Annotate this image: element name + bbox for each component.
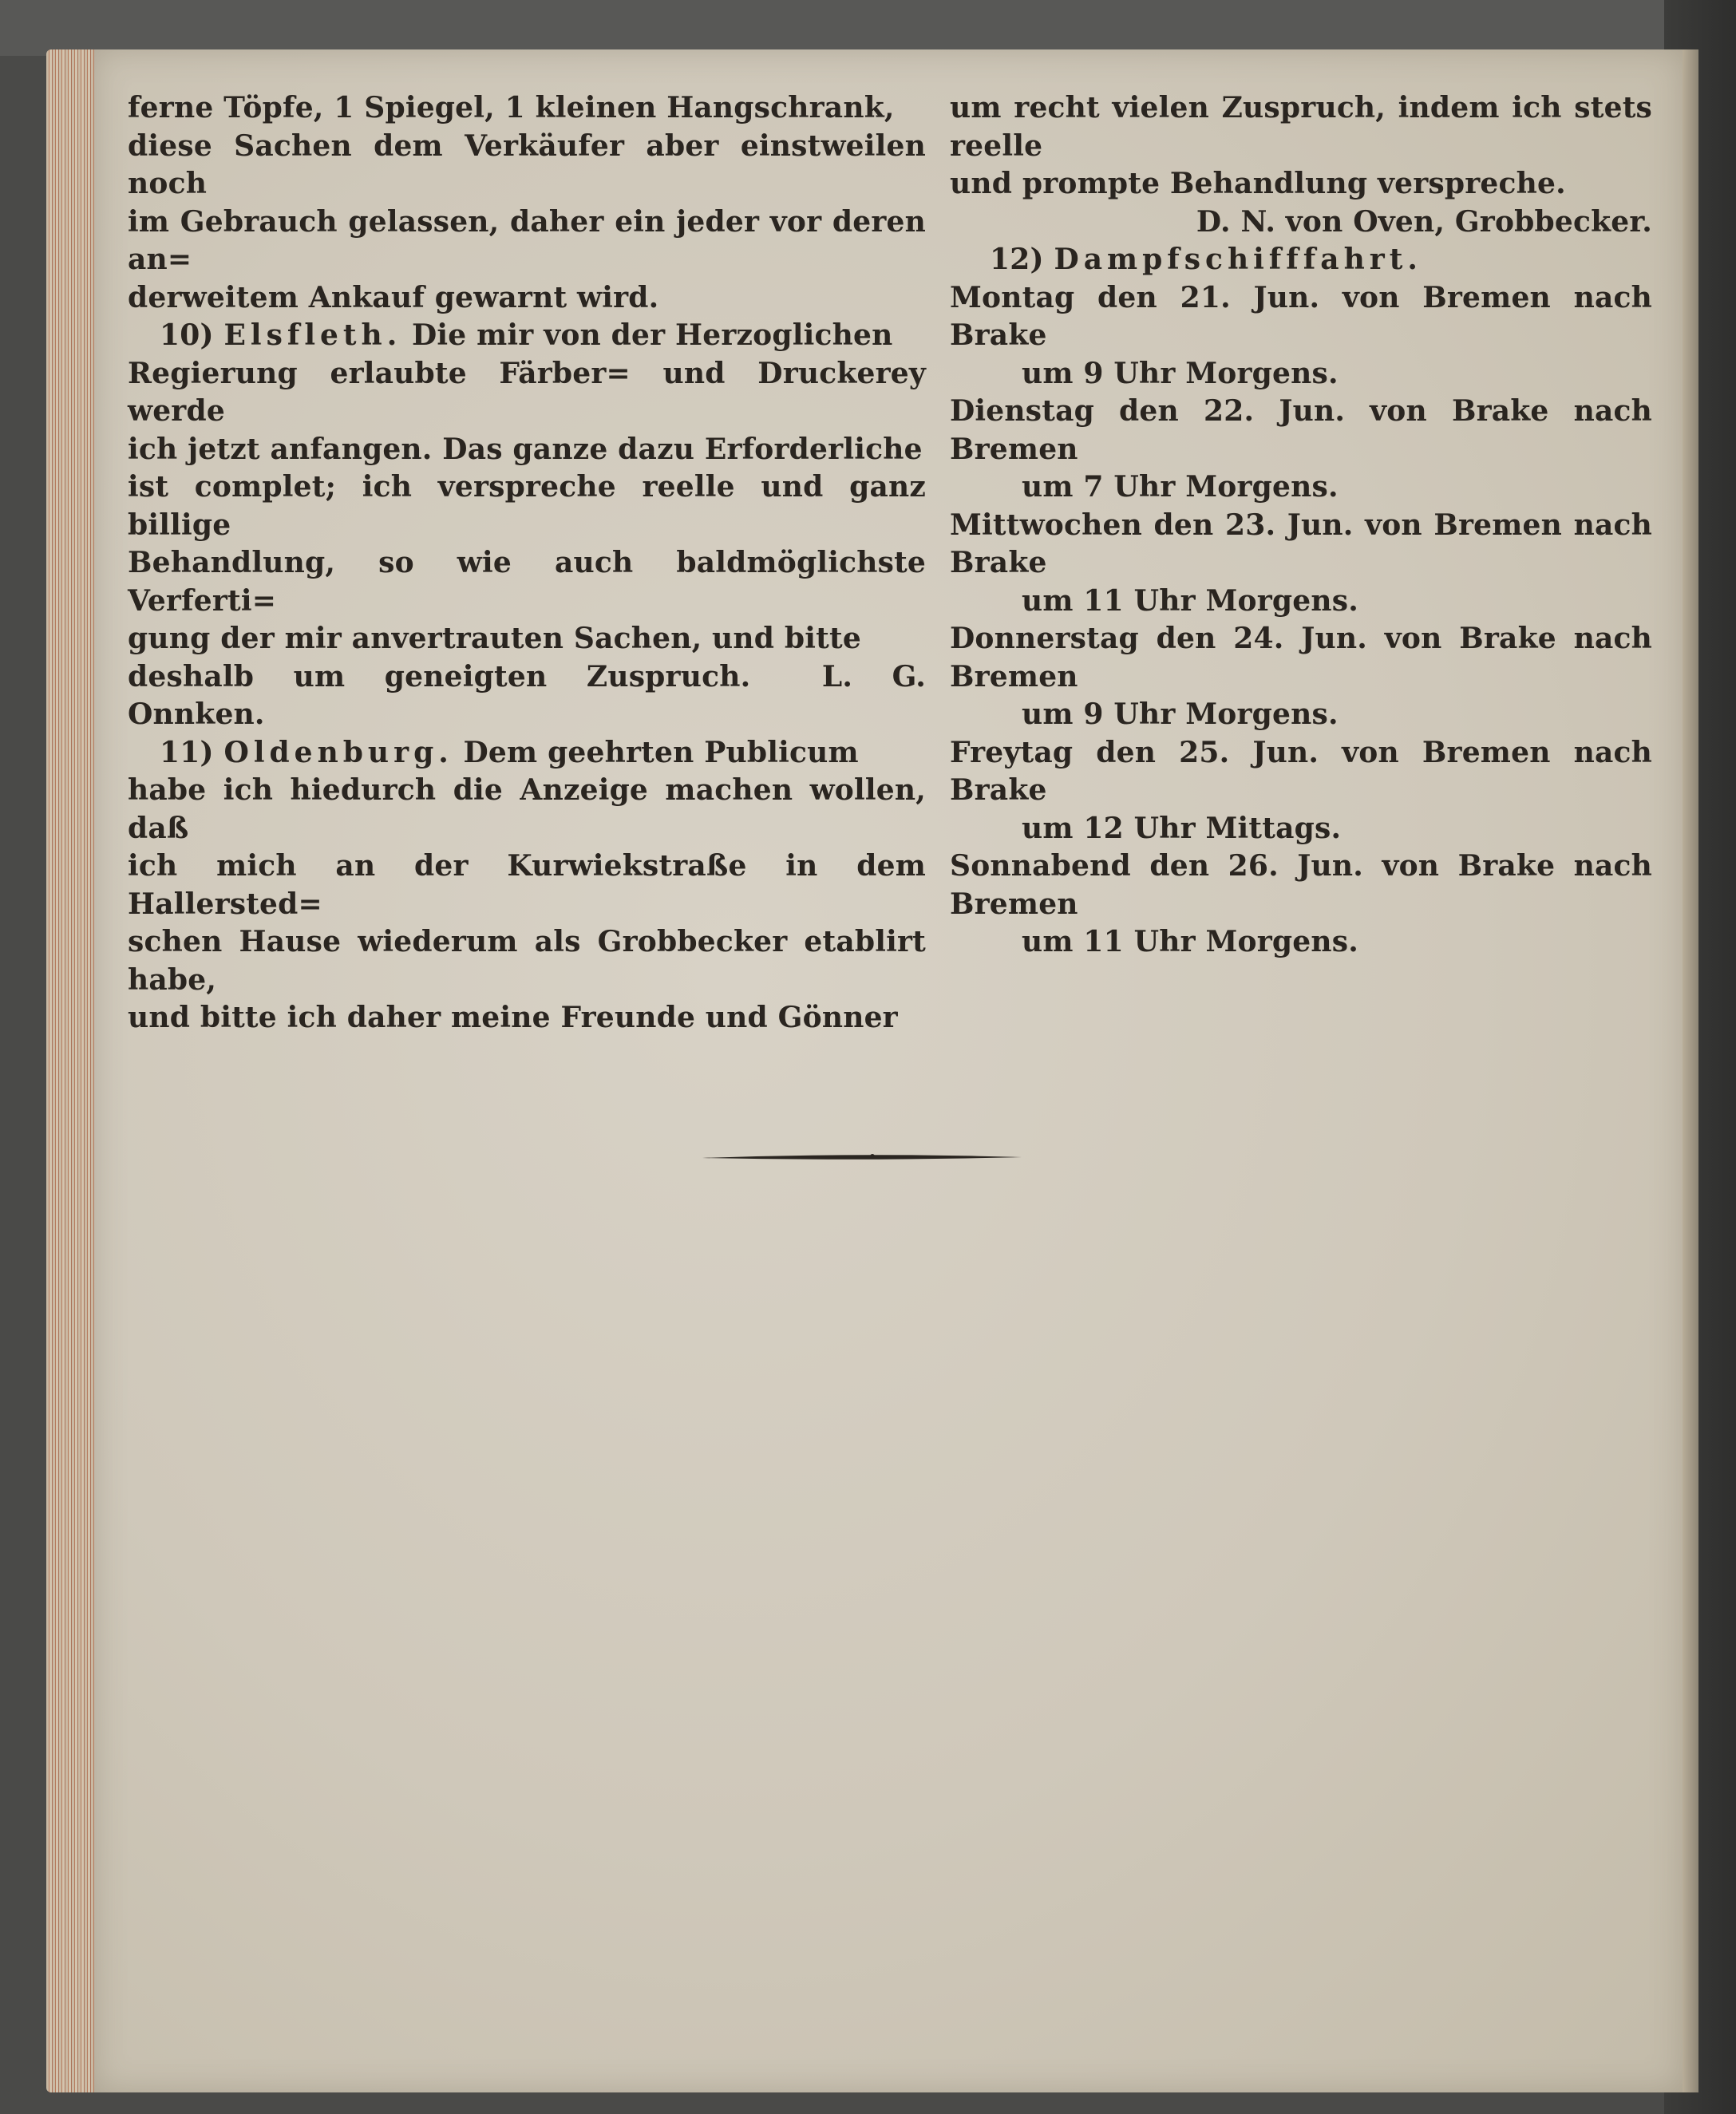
notice-10-first-line: [128, 317, 926, 355]
notice-12-heading: [950, 241, 1652, 279]
text-line: derweitem Ankauf gewarnt wird.: [128, 280, 659, 314]
text-line: ferne Töpfe, 1 Spiegel, 1 kleinen Hangschrank,: [128, 91, 895, 124]
notice-place: Oldenburg.: [223, 735, 453, 769]
scan-backdrop-top: [0, 0, 1736, 56]
text-line: und bitte ich daher meine Freunde und Gönner: [128, 1001, 898, 1034]
schedule-day: Freytag den 25. Jun. von Bremen nach Brake: [950, 735, 1652, 807]
text-line: und prompte Behandlung verspreche.: [950, 167, 1566, 200]
continuation-text-right: [950, 89, 1652, 241]
text-line: diese Sachen dem Verkäufer aber einstweilen noch: [128, 128, 926, 200]
schedule-day: Donnerstag den 24. Jun. von Brake nach Bremen: [950, 622, 1652, 693]
notice-number: 12): [990, 243, 1044, 276]
notice-11: [128, 734, 926, 1037]
text-line: deshalb um geneigten Zuspruch.: [128, 659, 751, 693]
notice-12: [950, 241, 1652, 962]
notice-title: Dampfschifffahrt.: [1054, 243, 1422, 276]
left-column: [128, 89, 926, 1037]
text-line: ist complet; ich verspreche reelle und ganz billige: [128, 470, 926, 542]
decorative-rule: [702, 1153, 1022, 1161]
signature: D. N. von Oven, Grobbecker.: [1196, 204, 1652, 239]
notice-10-last-line: [128, 658, 926, 734]
schedule-time: um 12 Uhr Mittags.: [1022, 811, 1342, 845]
schedule-time: um 11 Uhr Morgens.: [1022, 583, 1358, 618]
text-line: schen Hause wiederum als Grobbecker etablirt habe,: [128, 925, 926, 997]
text-line: habe ich hiedurch die Anzeige machen wollen, daß: [128, 773, 926, 845]
text-line: Behandlung, so wie auch baldmöglichste Verferti=: [128, 546, 926, 618]
schedule-time: um 11 Uhr Morgens.: [1022, 925, 1358, 958]
continuation-text-left: [128, 89, 926, 317]
notice-number: 11): [160, 735, 214, 769]
schedule-time: um 9 Uhr Morgens.: [1022, 356, 1339, 390]
right-column: [950, 89, 1652, 962]
schedule-day: Montag den 21. Jun. von Bremen nach Brake: [950, 280, 1652, 352]
text-line: ich mich an der Kurwiekstraße in dem Hallersted=: [128, 849, 926, 921]
text-line: Regierung erlaubte Färber= und Druckerey werde: [128, 356, 926, 428]
text-line: gung der mir anvertrauten Sachen, und bitte: [128, 622, 861, 655]
signature: L. G. Onnken.: [128, 659, 927, 731]
notice-10: [128, 317, 926, 734]
schedule-time: um 9 Uhr Morgens.: [1022, 697, 1339, 731]
text-line: im Gebrauch gelassen, daher ein jeder vor deren an=: [128, 204, 926, 276]
schedule-time: um 7 Uhr Morgens.: [1022, 470, 1339, 504]
notice-place: Elsfleth.: [223, 318, 402, 352]
text-line: Die mir von der Herzoglichen: [412, 318, 893, 352]
schedule-day: Dienstag den 22. Jun. von Brake nach Bremen: [950, 394, 1652, 466]
schedule-day: Sonnabend den 26. Jun. von Brake nach Bremen: [950, 849, 1652, 921]
notice-11-first-line: [128, 734, 926, 772]
text-line: um recht vielen Zuspruch, indem ich stets reelle: [950, 91, 1652, 163]
page-gutter-edge: [1683, 49, 1698, 2092]
text-line: Dem geehrten Publicum: [463, 735, 859, 769]
text-line: ich jetzt anfangen. Das ganze dazu Erforderliche: [128, 432, 923, 466]
notice-number: 10): [160, 318, 214, 352]
schedule-day: Mittwochen den 23. Jun. von Bremen nach Brake: [950, 508, 1652, 579]
